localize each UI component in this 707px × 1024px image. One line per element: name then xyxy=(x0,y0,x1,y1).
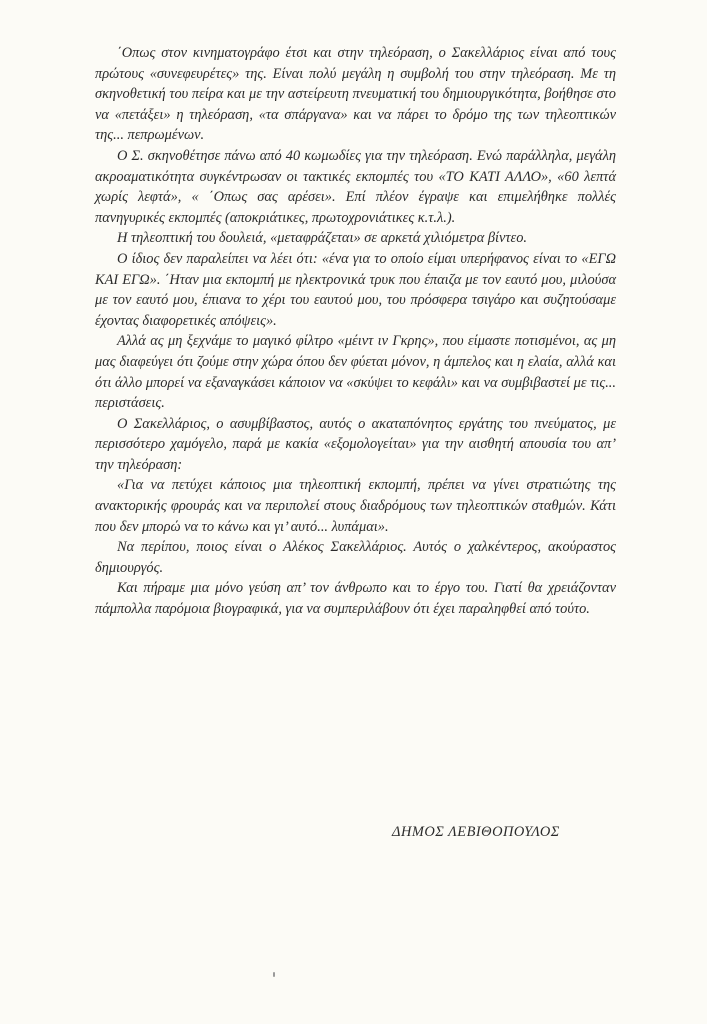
paragraph: Ο ίδιος δεν παραλείπει να λέει ότι: «ένα για το οποίο είμαι υπερήφανος είναι το «ΕΓΩ ΚΑΙ ΕΓΩ». ΄Ηταν μια εκπομπή με ηλεκτρονικά τρυκ που έπαιζα με τον εαυτό μου, μιλούσα με τον εαυτό μου, έπιανα το χέρι του εαυτού μου, του πρόσφερα τσιγάρο και συζητούσαμε έχοντας διαφορετικές απόψεις». xyxy=(95,250,616,329)
paragraph: Ο Σ. σκηνοθέτησε πάνω από 40 κωμωδίες για την τηλεόραση. Ενώ παράλληλα, μεγάλη ακροαματικότητα συγκέντρωσαν οι τακτικές εκπομπές του «ΤΟ ΚΑΤΙ ΑΛΛΟ», «60 λεπτά χωρίς λεφτά», « ΄Οπως σας αρέσει». Επί πλέον έγραψε και επιμελήθηκε πολλές πανηγυρικές εκπομπές (αποκριάτικες, πρωτοχρονιάτικες κ.τ.λ.). xyxy=(95,147,616,226)
paragraph: Ο Σακελλάριος, ο ασυμβίβαστος, αυτός ο ακαταπόνητος εργάτης του πνεύματος, με περισσότερο χαμόγελο, παρά με κακία «εξομολογείται» για την αισθητή απουσία του απ’ την τηλεόραση: xyxy=(95,415,616,473)
paragraph: Η τηλεοπτική του δουλειά, «μεταφράζεται» σε αρκετά χιλιόμετρα βίντεο. xyxy=(117,230,528,247)
scan-speck xyxy=(273,972,275,977)
article-body xyxy=(95,43,616,620)
paragraph: Αλλά ας μη ξεχνάμε το μαγικό φίλτρο «μέιντ ιν Γκρης», που είμαστε ποτισμένοι, ας μη μας διαφεύγει ότι ζούμε στην χώρα όπου δεν φύεται μόνον, η άμπελος και η ελαία, αλλά και ότι άλλο μπορεί να εξαναγκάσει κάποιον να «σκύψει το κεφάλι» και να συμβιβαστεί με τις... περιστάσεις. xyxy=(95,333,616,412)
author-signature: ΔΗΜΟΣ ΛΕΒΙΘΟΠΟΥΛΟΣ xyxy=(392,824,560,840)
paragraph: Να περίπου, ποιος είναι ο Αλέκος Σακελλάριος. Αυτός ο χαλκέντερος, ακούραστος δημιουργός. xyxy=(95,539,616,576)
paragraph: ΄Οπως στον κινηματογράφο έτσι και στην τηλεόραση, ο Σακελλάριος είναι από τους πρώτους «συνεφευρέτες» της. Είναι πολύ μεγάλη η συμβολή του στην τηλεόραση. Με τη σκηνοθετική του πείρα και με την αστείρευτη πνευματική του δημιουργικότητα, βοήθησε στο να «πετάξει» η τηλεόραση, «τα σπάργανα» και να πάρει το δρόμο της των τηλεοπτικών της... πεπρωμένων. xyxy=(95,45,616,144)
paragraph: «Για να πετύχει κάποιος μια τηλεοπτική εκπομπή, πρέπει να γίνει στρατιώτης της ανακτορικής φρουράς και να περιπολεί στους διαδρόμους των τηλεοπτικών σταθμών. Κάτι που δεν μπορώ να το κάνω και γι’ αυτό... λυπάμαι». xyxy=(95,477,616,535)
paragraph: Και πήραμε μια μόνο γεύση απ’ τον άνθρωπο και το έργο του. Γιατί θα χρειάζονταν πάμπολλα παρόμοια βιογραφικά, για να συμπεριλάβουν ότι έχει παραληφθεί από τούτο. xyxy=(95,580,616,618)
